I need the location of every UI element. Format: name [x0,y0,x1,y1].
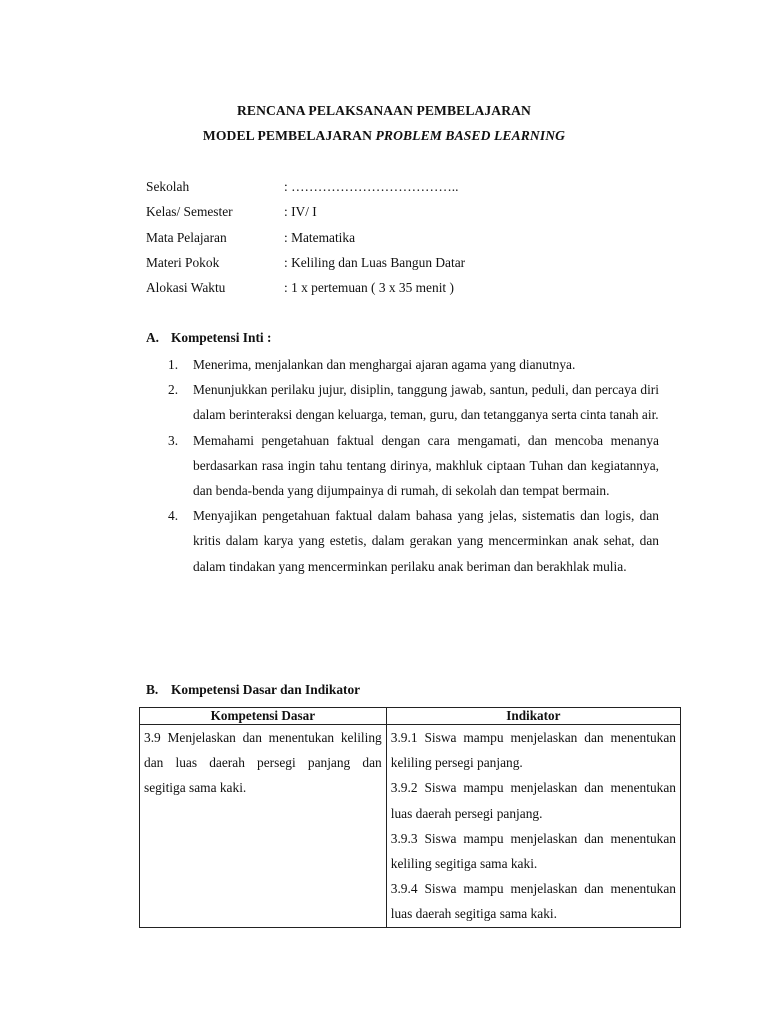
column-header: Indikator [386,708,680,725]
section-a-heading [146,330,271,346]
column-header: Kompetensi Dasar [140,708,387,725]
identity-row [146,254,706,279]
kompetensi-inti-list [168,352,659,579]
indicator-item: 3.9.1 Siswa mampu menjelaskan dan menentukan keliling persegi panjang. [390,730,676,771]
list-item [168,377,659,427]
identity-label: Materi Pokok [146,254,220,270]
list-number: 4. [168,508,179,524]
subtitle-prefix: MODEL PEMBELAJARAN [202,128,376,143]
section-title: Kompetensi Dasar dan Indikator [171,682,361,697]
document-title: RENCANA PELAKSANAAN PEMBELAJARAN [237,103,531,118]
indicator-item: 3.9.3 Siswa mampu menjelaskan dan menentukan keliling segitiga sama kaki. [390,830,676,872]
list-text: Menerima, menjalankan dan menghargai ajaran agama yang dianutnya. [193,357,576,372]
identity-value: : IV/ I [284,204,317,220]
list-text: Menunjukkan perilaku jujur, disiplin, tanggung jawab, santun, peduli, dan percaya diri dalam berinteraksi dengan keluarga, teman, guru, dan tetangganya serta cinta tanah air. [193,382,659,423]
table-row [140,725,681,928]
identity-row [146,178,706,203]
identity-value: : 1 x pertemuan ( 3 x 35 menit ) [284,280,454,296]
identity-label: Kelas/ Semester [146,204,233,220]
list-number: 2. [168,382,179,398]
section-b-heading [146,682,360,698]
identity-row [146,279,706,304]
list-number: 1. [168,357,179,372]
document-subtitle [0,128,768,144]
table-header-row [140,708,681,725]
identity-row [146,203,706,228]
identity-label: Alokasi Waktu [146,280,226,296]
identity-value: : Keliling dan Luas Bangun Datar [284,254,466,270]
list-text: Memahami pengetahuan faktual dengan cara mengamati, dan mencoba menanya berdasarkan rasa ingin tahu tentang dirinya, makhluk ciptaan Tuhan dan kegiatannya, dan benda-benda yang dijumpainya di rumah, di sekolah dan tempat bermain. [193,432,659,499]
section-letter: B. [146,682,159,697]
list-text: Menyajikan pengetahuan faktual dalam bahasa yang jelas, sistematis dan logis, dan kritis dalam karya yang estetis, dalam gerakan yang mencerminkan anak sehat, dan dalam tindakan yang mencerminkan perilaku anak beriman dan berakhlak mulia. [193,508,659,574]
list-item [168,352,659,377]
identity-block [146,178,706,304]
identity-row [146,229,706,254]
list-number: 3. [168,432,179,448]
section-title: Kompetensi Inti : [171,330,272,345]
kompetensi-indikator-table [139,707,681,928]
kd-text: 3.9 Menjelaskan dan menentukan keliling dan luas daerah persegi panjang dan segitiga sama kaki. [144,730,382,796]
identity-label: Sekolah [146,179,190,194]
section-letter: A. [146,330,160,345]
list-item [168,428,659,504]
indikator-cell [386,725,680,928]
indicator-item: 3.9.2 Siswa mampu menjelaskan dan menentukan luas daerah persegi panjang. [390,780,676,821]
indicator-item: 3.9.4 Siswa mampu menjelaskan dan menentukan luas daerah segitiga sama kaki. [390,881,676,922]
identity-value: : ……………………………….. [284,179,459,194]
kd-cell [140,725,387,928]
identity-label: Mata Pelajaran [146,229,227,245]
list-item [168,503,659,579]
subtitle-model-name: PROBLEM BASED LEARNING [375,128,566,143]
identity-value: : Matematika [284,229,356,245]
